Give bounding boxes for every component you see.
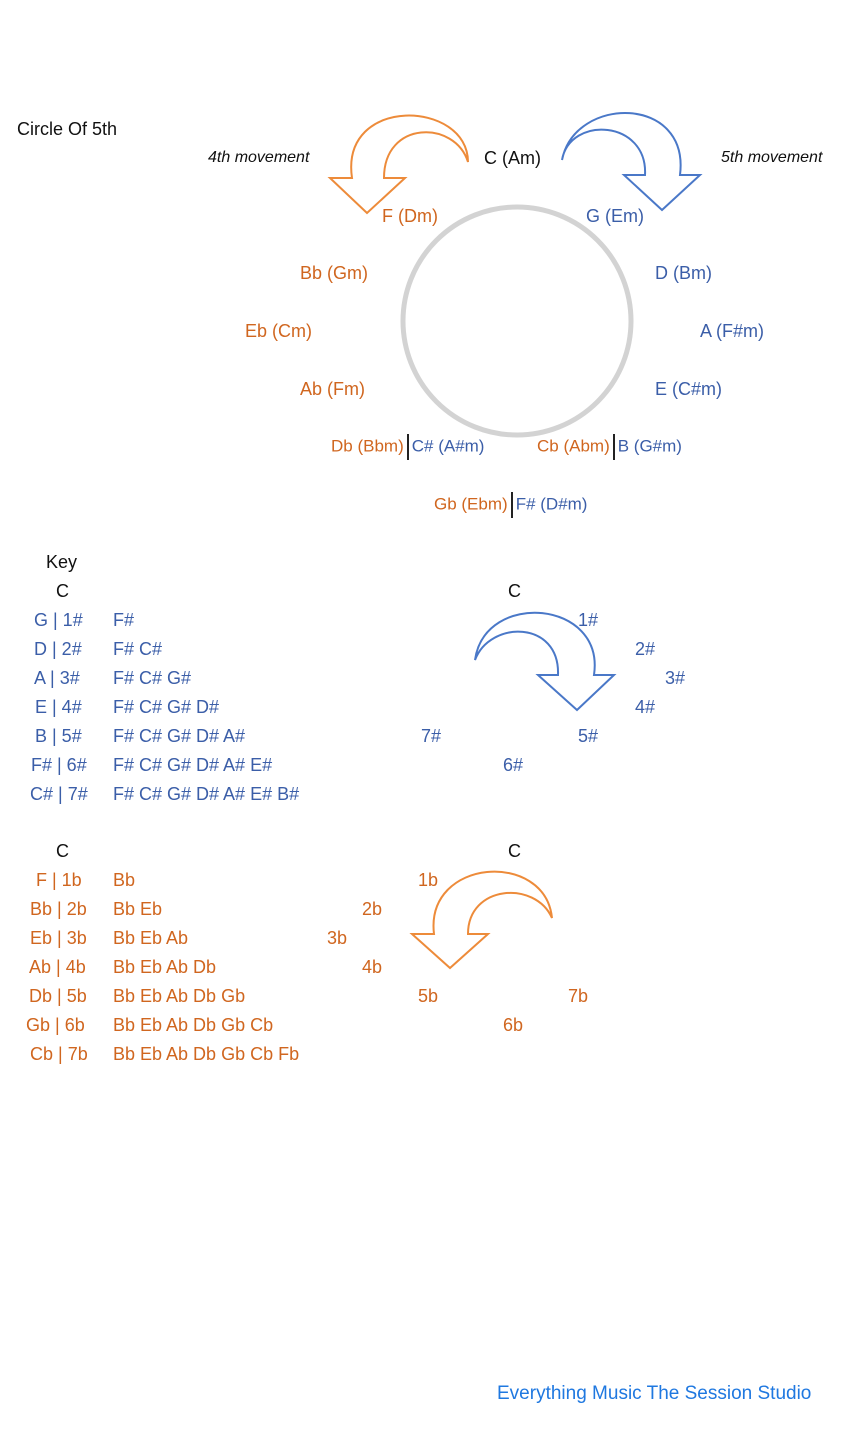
circle-top-key: C (Am) (484, 148, 541, 168)
flat-key-ab: Ab (Fm) (300, 379, 365, 399)
flats-row-key: Eb | 3b (30, 928, 87, 948)
sharps-row-notes: F# C# G# D# (113, 697, 220, 717)
pair-sharp-label: F# (D#m) (515, 494, 588, 514)
pair-flat-label: Gb (Ebm) (434, 494, 508, 514)
footer-credit: Everything Music The Session Studio (497, 1383, 812, 1404)
sharps-diagram-label: 5# (578, 726, 599, 746)
sharps-row-notes: F# C# (113, 639, 163, 659)
flat-key-eb: Eb (Cm) (245, 321, 312, 341)
flats-diagram-label: 2b (362, 899, 383, 919)
flats-row-notes: Bb Eb (113, 899, 163, 919)
sharps-diagram-label: 2# (635, 639, 656, 659)
flats-diagram-label: 7b (568, 986, 589, 1006)
fifth-movement-caption: 5th movement (721, 149, 823, 166)
sharps-row-key: C# | 7# (30, 784, 88, 804)
sharps-row-notes: F# C# G# D# A# (113, 726, 246, 746)
flats-diagram-label: 4b (362, 957, 383, 977)
sharps-diagram-label: 7# (421, 726, 442, 746)
key-heading: Key (46, 552, 78, 572)
flats-row-key: Cb | 7b (30, 1044, 88, 1064)
sharps-row-key: D | 2# (34, 639, 82, 659)
enharmonic-pair-db (331, 434, 484, 460)
page-title: Circle Of 5th (17, 119, 118, 139)
sharp-key-d: D (Bm) (655, 263, 712, 283)
flats-diagram-label: 6b (503, 1015, 524, 1035)
flats-diagram-label: 1b (418, 870, 439, 890)
flats-diagram-label: 5b (418, 986, 439, 1006)
sharp-key-g: G (Em) (586, 206, 644, 226)
sharps-row-key: B | 5# (35, 726, 82, 746)
sharps-row-key: F# | 6# (31, 755, 87, 775)
sharp-key-a: A (F#m) (700, 321, 765, 341)
sharps-diagram-label: 4# (635, 697, 656, 717)
circle-of-fifths-ring (403, 207, 631, 435)
flats-row-key: Ab | 4b (29, 957, 86, 977)
flats-row-notes: Bb Eb Ab Db Gb Cb Fb (113, 1044, 300, 1064)
flat-key-f: F (Dm) (382, 206, 438, 226)
pair-divider (407, 434, 409, 460)
enharmonic-pair-gb (434, 492, 587, 518)
flats-diagram-center: C (508, 841, 521, 861)
sharp-key-e: E (C#m) (655, 379, 722, 399)
flats-row-notes: Bb Eb Ab Db Gb (113, 986, 246, 1006)
fourth-movement-arrow-icon (330, 116, 468, 213)
fourth-movement-caption: 4th movement (208, 149, 310, 166)
sharps-diagram-label: 6# (503, 755, 524, 775)
flats-row-notes: Bb Eb Ab Db Gb Cb (113, 1015, 274, 1035)
sharps-row-key: E | 4# (35, 697, 82, 717)
sharps-row-notes: F# (113, 610, 135, 630)
pair-flat-label: Db (Bbm) (331, 436, 404, 456)
pair-divider (511, 492, 513, 518)
sharps-row-notes: F# C# G# D# A# E# B# (113, 784, 300, 804)
pair-flat-label: Cb (Abm) (537, 436, 610, 456)
flats-row-key: F | 1b (36, 870, 82, 890)
sharps-row-notes: F# C# G# (113, 668, 192, 688)
sharps-diagram-label: 3# (665, 668, 686, 688)
sharps-diagram-center: C (508, 581, 521, 601)
flats-row-notes: Bb Eb Ab Db (113, 957, 217, 977)
sharps-table-header: C (56, 581, 69, 601)
flats-row-notes: Bb (113, 870, 136, 890)
flats-row-key: Bb | 2b (30, 899, 87, 919)
sharps-row-key: A | 3# (34, 668, 80, 688)
flats-row-key: Db | 5b (29, 986, 87, 1006)
pair-divider (613, 434, 615, 460)
sharps-diagram-label: 1# (578, 610, 599, 630)
flats-row-notes: Bb Eb Ab (113, 928, 189, 948)
fifth-movement-arrow-icon (562, 113, 700, 210)
sharps-row-key: G | 1# (34, 610, 83, 630)
flats-diagram-label: 3b (327, 928, 348, 948)
pair-sharp-label: B (G#m) (617, 436, 682, 456)
pair-sharp-label: C# (A#m) (411, 436, 485, 456)
sharps-row-notes: F# C# G# D# A# E# (113, 755, 273, 775)
flat-key-bb: Bb (Gm) (300, 263, 369, 283)
enharmonic-pair-cb (537, 434, 682, 460)
flats-row-key: Gb | 6b (26, 1015, 85, 1035)
flats-table-header: C (56, 841, 69, 861)
